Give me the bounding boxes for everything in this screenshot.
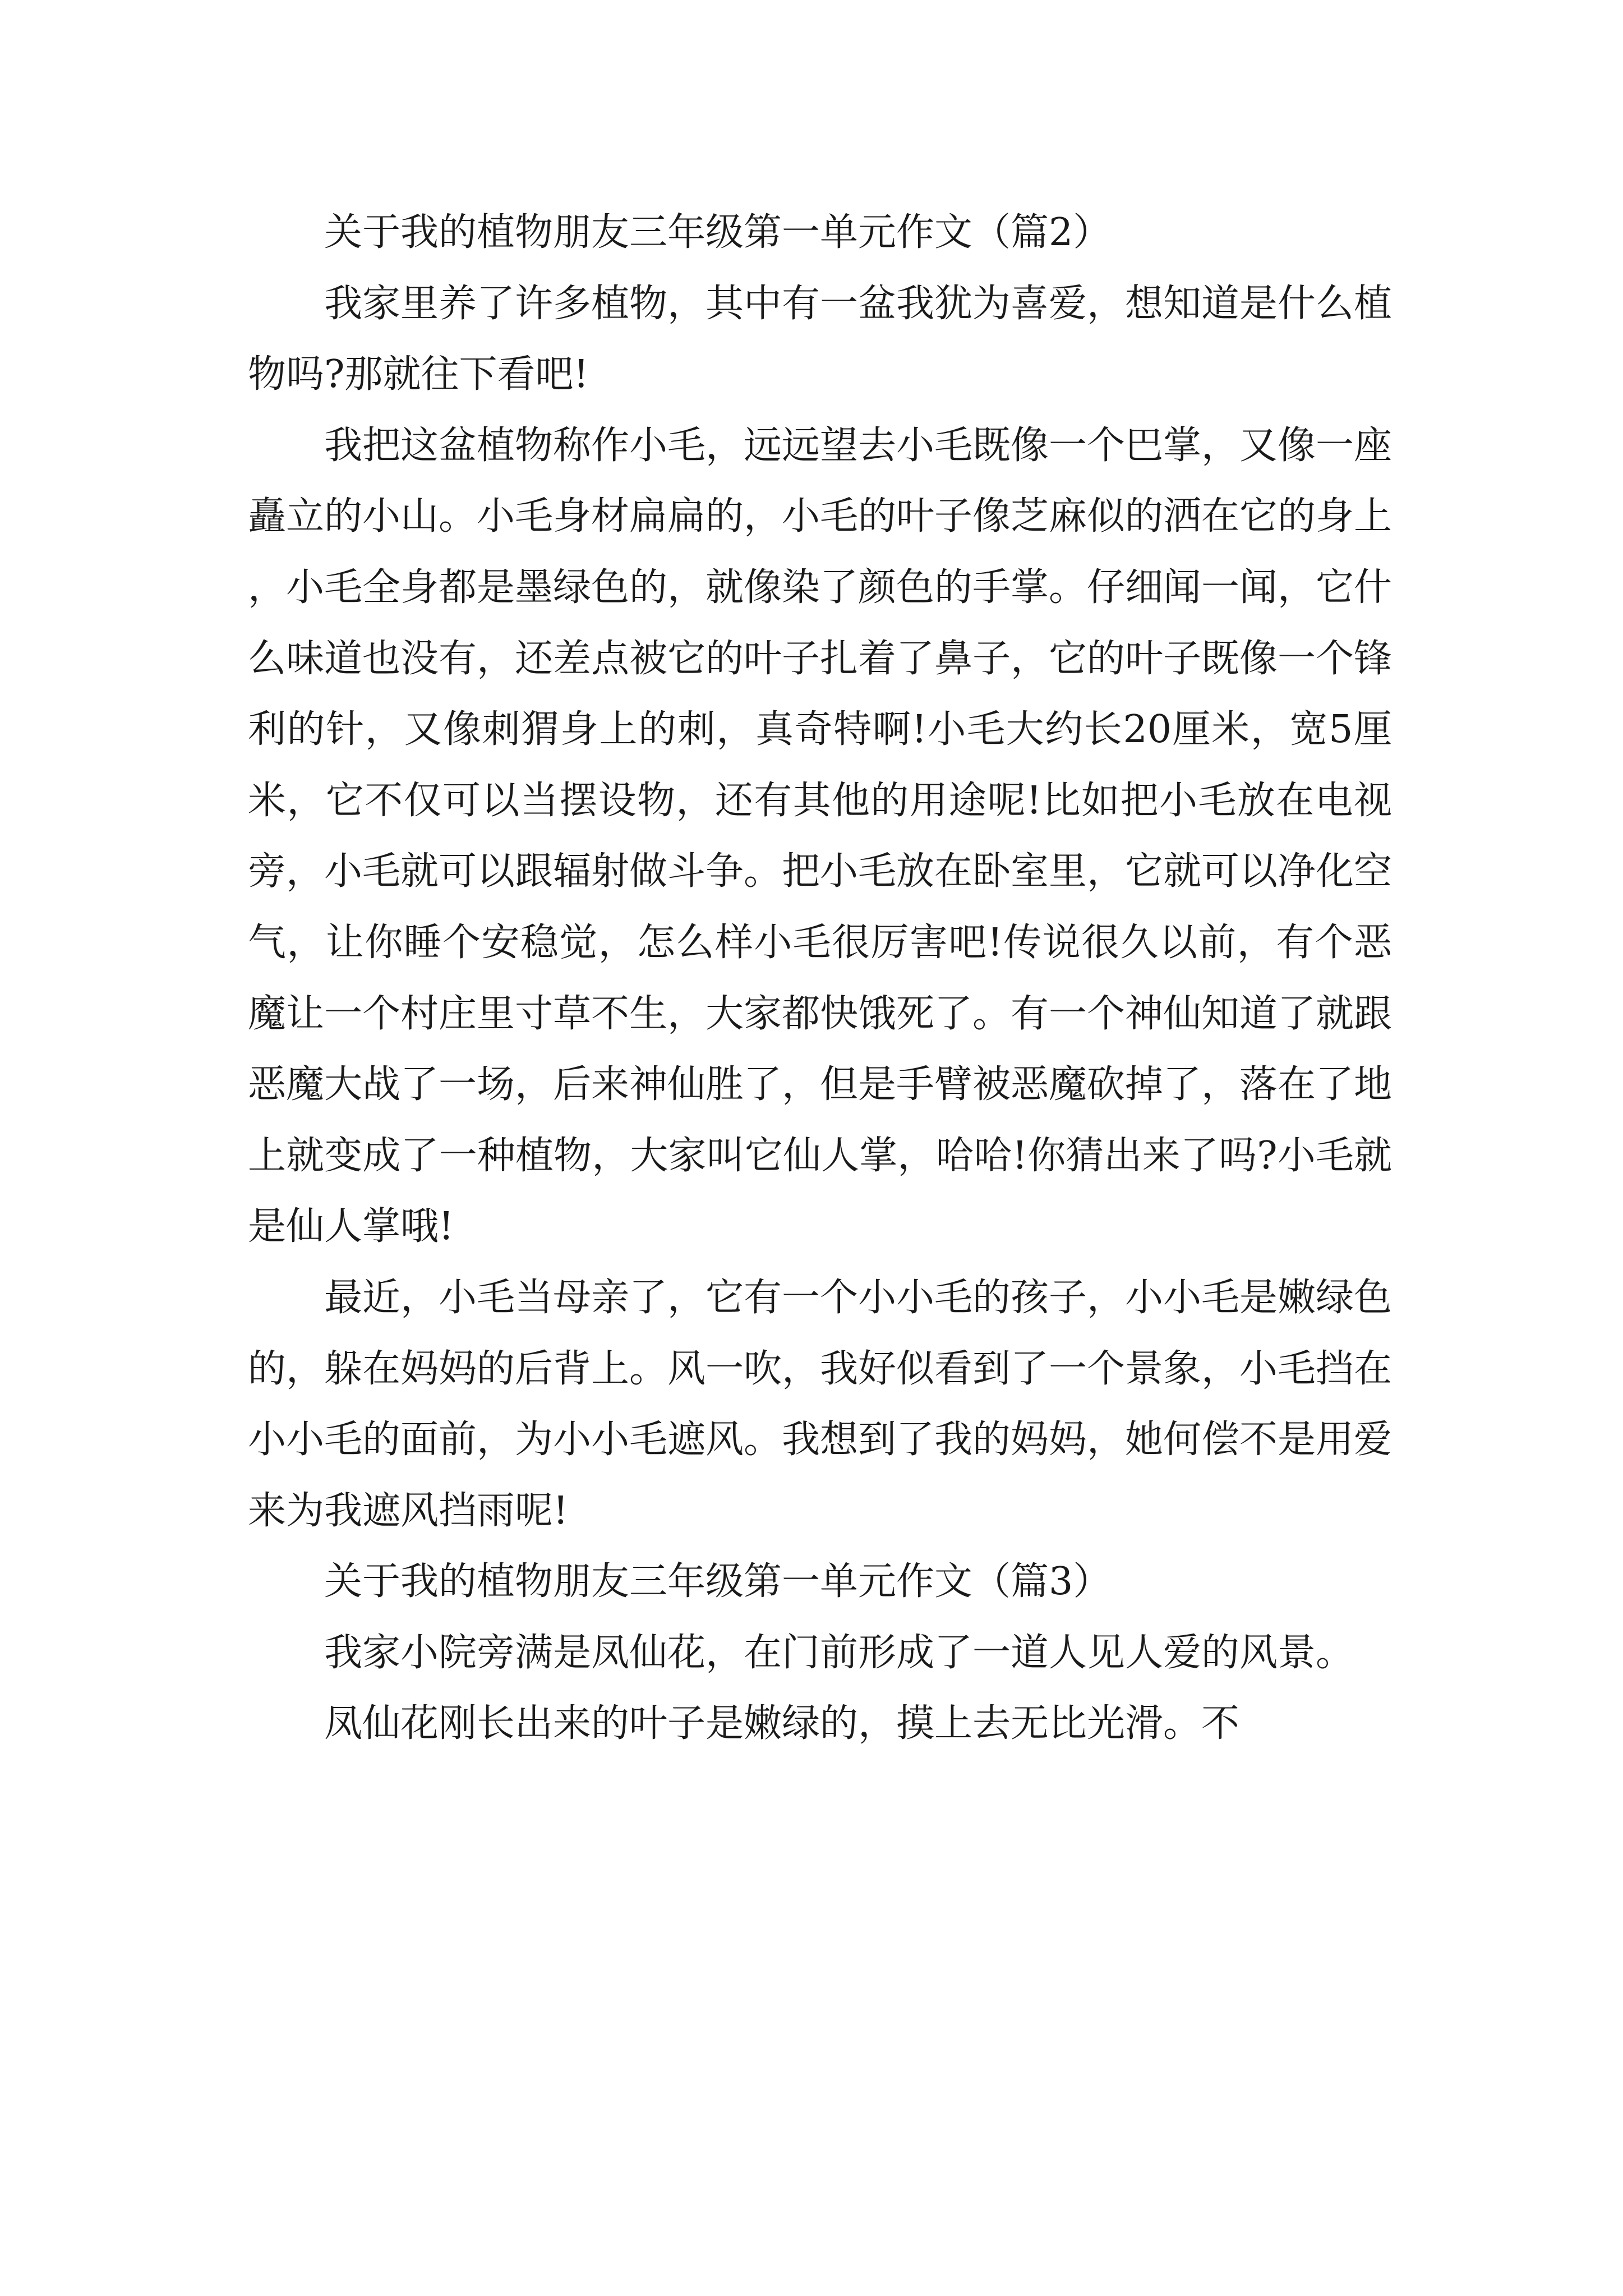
paragraph: 我家里养了许多植物，其中有一盆我犹为喜爱，想知道是什么植物吗?那就往下看吧!	[248, 281, 1393, 397]
paragraph: 我家小院旁满是凤仙花，在门前形成了一道人见人爱的风景。	[324, 1630, 1354, 1675]
section-heading-3: 关于我的植物朋友三年级第一单元作文（篇3）	[324, 1559, 1112, 1604]
document-body	[248, 197, 1392, 1760]
paragraph: 凤仙花刚长出来的叶子是嫩绿的，摸上去无比光滑。不	[324, 1701, 1240, 1746]
section-heading-2: 关于我的植物朋友三年级第一单元作文（篇2）	[324, 210, 1112, 255]
paragraph: 最近，小毛当母亲了，它有一个小小毛的孩子，小小毛是嫩绿色的，躲在妈妈的后背上。风一吹，我好似看到了一个景象，小毛挡在小小毛的面前，为小小毛遮风。我想到了我的妈妈，她何偿不是用爱来为我遮风挡雨呢!	[248, 1275, 1393, 1533]
paragraph: 我把这盆植物称作小毛，远远望去小毛既像一个巴掌，又像一座矗立的小山。小毛身材扁扁的，小毛的叶子像芝麻似的洒在它的身上，小毛全身都是墨绿色的，就像染了颜色的手掌。仔细闻一闻，它什么味道也没有，还差点被它的叶子扎着了鼻子，它的叶子既像一个锋利的针，又像刺猬身上的刺，真奇特啊!小毛大约长20厘米，宽5厘米，它不仅可以当摆设物，还有其他的用途呢!比如把小毛放在电视旁，小毛就可以跟辐射做斗争。把小毛放在卧室里，它就可以净化空气，让你睡个安稳觉，怎么样小毛很厉害吧!传说很久以前，有个恶魔让一个村庄里寸草不生，大家都快饿死了。有一个神仙知道了就跟恶魔大战了一场，后来神仙胜了，但是手臂被恶魔砍掉了，落在了地上就变成了一种植物，大家叫它仙人掌，哈哈!你猜出来了吗?小毛就是仙人掌哦!	[248, 423, 1393, 1249]
